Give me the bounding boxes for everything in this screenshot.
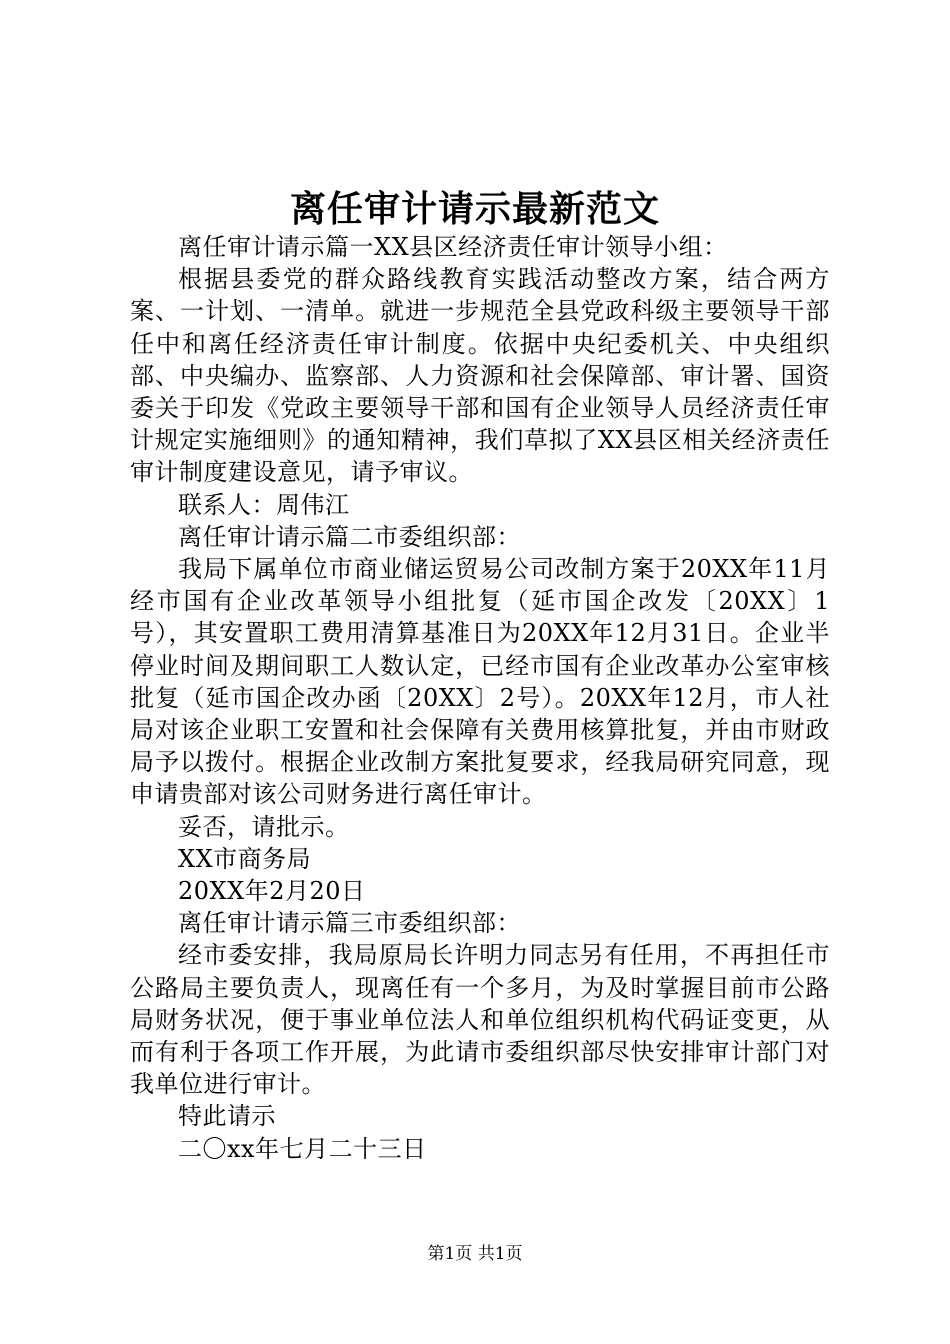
paragraph-intro-2: 离任审计请示篇二市委组织部：: [178, 522, 521, 551]
paragraph-signature-date: 20XX年2月20日: [178, 877, 366, 906]
paragraph-intro-1: 离任审计请示篇一XX县区经济责任审计领导小组：: [178, 233, 728, 261]
paragraph-body-3: 经市委安排，我局原局长许明力同志另有任用，不再担任市公路局主要负责人，现离任有一个多月，为及时掌握目前市公路局财务状况，便于事业单位法人和单位组织机构代码证变更，从而有利于各项工作开展，为此请市委组织部尽快安排审计部门对我单位进行审计。: [130, 941, 830, 1099]
paragraph-body-2: 我局下属单位市商业储运贸易公司改制方案于20XX年11月经市国有企业改革领导小组批复（延市国企改发〔20XX〕1号），其安置职工费用清算基准日为20XX年12月31日。企业半停业时间及期间职工人数认定，已经市国有企业改革办公室审核批复（延市国企改办函〔20XX〕2号）。20XX年12月，市人社局对该企业职工安置和社会保障有关费用核算批复，并由市财政局予以拨付。根据企业改制方案批复要求，经我局研究同意，现申请贵部对该公司财务进行离任审计。: [130, 555, 830, 809]
paragraph-signature-org: XX市商务局: [178, 844, 312, 873]
paragraph-body-1: 根据县委党的群众路线教育实践活动整改方案，结合两方案、一计划、一清单。就进一步规范全县党政科级主要领导干部任中和离任经济责任审计制度。依据中央纪委机关、中央组织部、中央编办、监察部、人力资源和社会保障部、审计署、国资委关于印发《党政主要领导干部和国有企业领导人员经济责任审计规定实施细则》的通知精神，我们草拟了XX县区相关经济责任审计制度建设意见，请予审议。: [130, 265, 830, 487]
paragraph-intro-3: 离任审计请示篇三市委组织部：: [178, 909, 521, 938]
page-footer: 第1页 共1页: [427, 1244, 523, 1264]
paragraph-closing: 特此请示: [178, 1102, 276, 1131]
paragraph-closing-date: 二〇xx年七月二十三日: [178, 1134, 427, 1163]
paragraph-contact: 联系人：周伟江: [178, 490, 350, 519]
paragraph-request: 妥否，请批示。: [178, 812, 350, 841]
document-body: [130, 231, 830, 1165]
document-title: 离任审计请示最新范文: [289, 188, 660, 230]
